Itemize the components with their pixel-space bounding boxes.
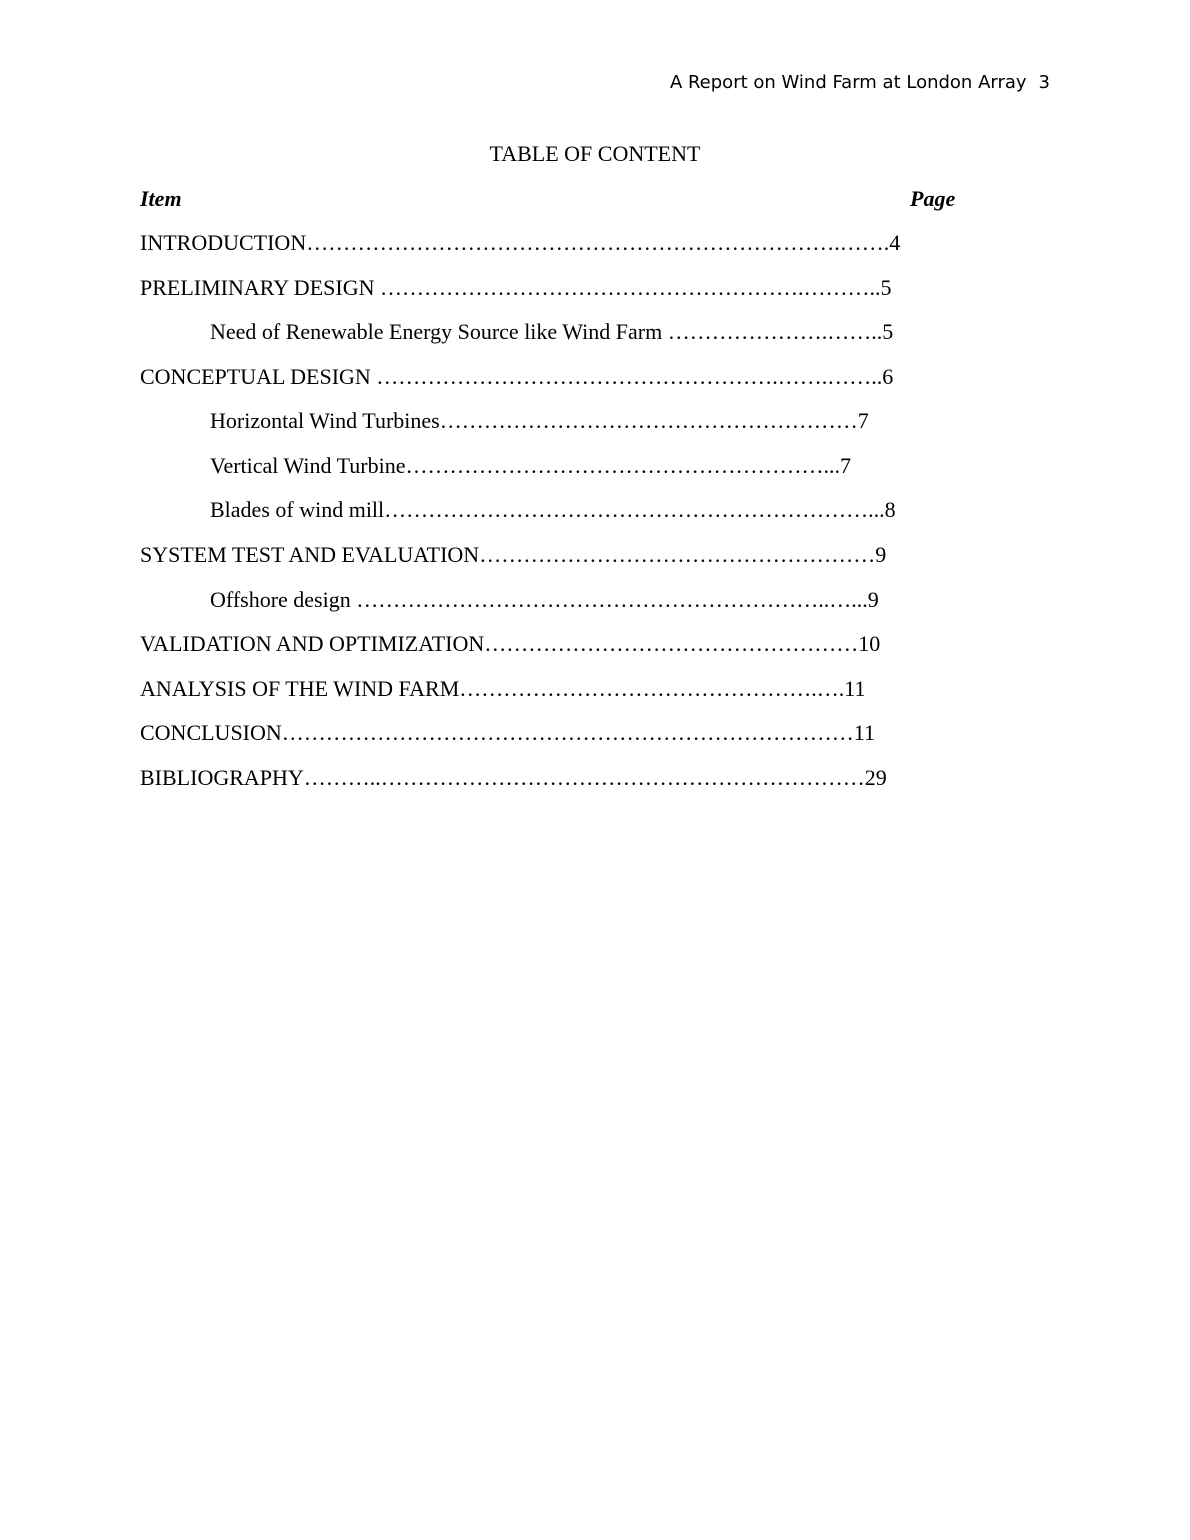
- toc-entry-preliminary-design[interactable]: PRELIMINARY DESIGN ………………………………………………….………..5: [140, 275, 892, 300]
- toc-column-page: Page: [910, 186, 956, 211]
- toc-entry-system-test-evaluation[interactable]: SYSTEM TEST AND EVALUATION………………………………………………9: [140, 542, 887, 567]
- toc-column-item: Item: [140, 186, 182, 211]
- toc-title: TABLE OF CONTENT: [489, 141, 701, 166]
- running-header: [670, 72, 1050, 93]
- toc-entry-introduction[interactable]: INTRODUCTION……………………………………………………………….…….4: [140, 230, 901, 255]
- toc-entry-horizontal-wind-turbines[interactable]: Horizontal Wind Turbines…………………………………………………7: [210, 408, 869, 433]
- toc-entry-vertical-wind-turbine[interactable]: Vertical Wind Turbine…………………………………………………...7: [210, 453, 851, 478]
- toc-entry-offshore-design[interactable]: Offshore design ………………………………………………………..…...9: [210, 587, 879, 612]
- toc-entry-conclusion[interactable]: CONCLUSION……………………………………………………………………11: [140, 720, 875, 745]
- toc-entry-conceptual-design[interactable]: CONCEPTUAL DESIGN ……………………………………………….…….……..6: [140, 364, 894, 389]
- toc-entry-blades-of-wind-mill[interactable]: Blades of wind mill…………………………………………………………...8: [210, 497, 896, 522]
- toc-entry-analysis-wind-farm[interactable]: ANALYSIS OF THE WIND FARM………………………………………….….11: [140, 676, 866, 701]
- running-title: A Report on Wind Farm at London Array: [669, 72, 1027, 93]
- page-number: 3: [1038, 72, 1050, 93]
- toc-entry-need-renewable-energy[interactable]: Need of Renewable Energy Source like Wind Farm ………………….……..5: [210, 319, 894, 344]
- toc-entry-validation-optimization[interactable]: VALIDATION AND OPTIMIZATION……………………………………………10: [140, 631, 881, 656]
- toc-entry-bibliography[interactable]: BIBLIOGRAPHY………..…………………………………………………………29: [140, 765, 887, 790]
